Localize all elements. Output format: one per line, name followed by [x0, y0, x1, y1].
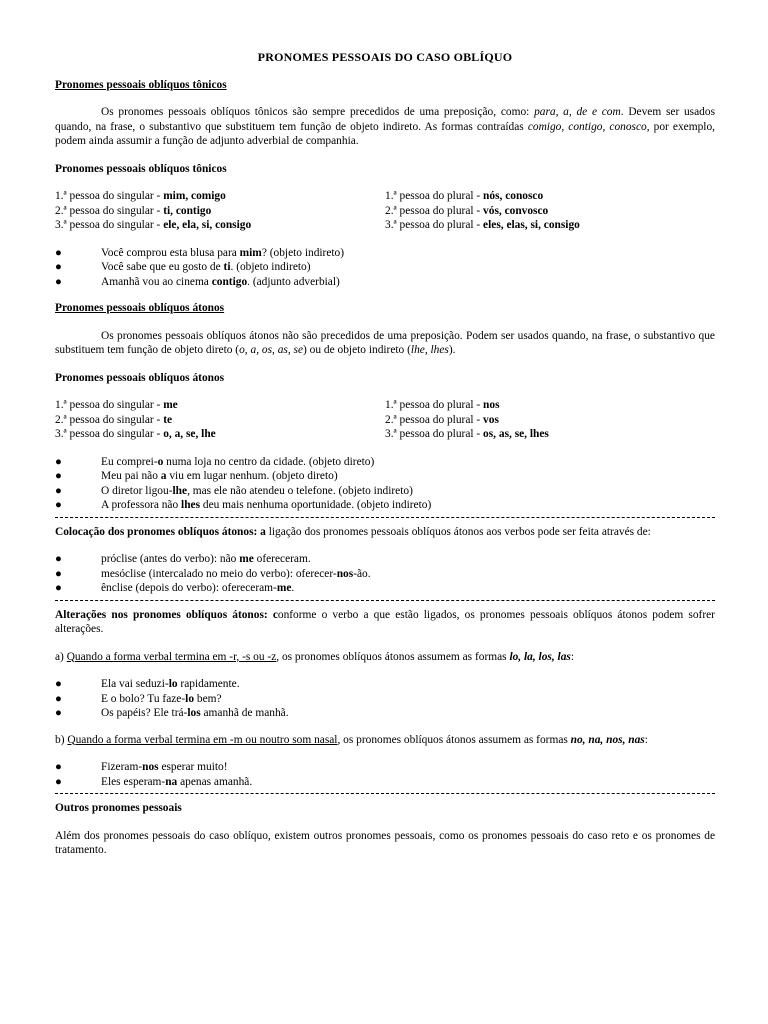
plural-column [385, 398, 715, 442]
paragraph-tonicos: Os pronomes pessoais oblíquos tônicos são sempre precedidos de uma preposição, como: para, a, de e com. Devem ser usados quando, na frase, o substantivo que substituem tem função de objeto indireto. As formas contraídas comigo, contigo, conosco, por exemplo, podem ainda assumir a função de adjunto adverbial de companhia. [55, 106, 715, 147]
list-item: ● Você sabe que eu gosto de ti. (objeto indireto) [55, 261, 311, 273]
placement-list [55, 552, 715, 596]
paragraph-atonos: Os pronomes pessoais oblíquos átonos não são precedidos de uma preposição. Podem ser usados quando, na frase, o substantivo que substituem tem função de objeto direto (o, a, os, as, se) ou de objeto indireto (lhe, lhes). [55, 329, 715, 356]
pronoun-row: 3.ª pessoa do plural - os, as, se, lhes [385, 428, 549, 440]
dashed-separator [55, 600, 715, 601]
bullet-icon: ● [55, 707, 62, 719]
bullet-icon: ● [55, 761, 62, 773]
pronoun-row: 3.ª pessoa do singular - o, a, se, lhe [55, 428, 216, 440]
section-heading-outros: Outros pronomes pessoais [55, 802, 182, 814]
list-item: ● Os papéis? Ele trá-los amanhã de manhã. [55, 707, 289, 719]
paragraph-alteracoes: Alterações nos pronomes oblíquos átonos: conforme o verbo a que estão ligados, os pronomes pessoais oblíquos átonos podem sofrer alterações. [55, 608, 715, 635]
list-item: ● Amanhã vou ao cinema contigo. (adjunto adverbial) [55, 275, 340, 288]
pronoun-table-tonicos [55, 189, 715, 233]
bullet-icon: ● [55, 499, 62, 511]
pronoun-table-atonos [55, 398, 715, 442]
pronoun-row: 1.ª pessoa do singular - me [55, 399, 178, 411]
bullet-icon: ● [55, 567, 62, 580]
examples-list-tonicos [55, 246, 715, 290]
list-item: ● Ela vai seduzi-lo rapidamente. [55, 678, 240, 690]
pronoun-row: 1.ª pessoa do plural - nós, conosco [385, 190, 544, 202]
bullet-icon: ● [55, 246, 62, 259]
singular-column [55, 398, 385, 442]
pronoun-row: 3.ª pessoa do plural - eles, elas, si, consigo [385, 219, 580, 231]
rule-a-examples [55, 677, 715, 721]
paragraph-outros: Além dos pronomes pessoais do caso oblíquo, existem outros pronomes pessoais, como os pronomes pessoais do caso reto e os pronomes de tratamento. [55, 829, 715, 856]
list-item: ● E o bolo? Tu faze-lo bem? [55, 692, 222, 705]
bullet-icon: ● [55, 678, 62, 690]
rule-a: a) Quando a forma verbal termina em -r, -s ou -z, os pronomes oblíquos átonos assumem as formas lo, la, los, las: [55, 650, 575, 663]
singular-column [55, 189, 385, 233]
pronoun-row: 1.ª pessoa do singular - mim, comigo [55, 190, 226, 202]
document-page [55, 50, 715, 871]
pronoun-row: 1.ª pessoa do plural - nos [385, 399, 500, 411]
list-item: ● Meu pai não a viu em lugar nenhum. (objeto direto) [55, 470, 338, 482]
table-heading-tonicos: Pronomes pessoais oblíquos tônicos [55, 162, 227, 175]
bullet-icon: ● [55, 484, 62, 497]
pronoun-row: 2.ª pessoa do singular - te [55, 413, 173, 426]
table-heading-atonos: Pronomes pessoais oblíquos átonos [55, 371, 225, 384]
examples-list-atonos [55, 455, 715, 513]
bullet-icon: ● [55, 692, 62, 705]
bullet-icon: ● [55, 261, 62, 273]
section-heading-atonos: Pronomes pessoais oblíquos átonos [55, 302, 225, 314]
bullet-icon: ● [55, 455, 62, 468]
bullet-icon: ● [55, 553, 62, 565]
page-title: PRONOMES PESSOAIS DO CASO OBLÍQUO [257, 50, 513, 64]
pronoun-row: 2.ª pessoa do singular - ti, contigo [55, 204, 212, 217]
bullet-icon: ● [55, 470, 62, 482]
plural-column [385, 189, 715, 233]
section-heading-tonicos: Pronomes pessoais oblíquos tônicos [55, 78, 227, 91]
pronoun-row: 2.ª pessoa do plural - vos [385, 413, 499, 426]
rule-b: b) Quando a forma verbal termina em -m ou noutro som nasal, os pronomes oblíquos átonos assumem as formas no, na, nos, nas: [55, 733, 648, 746]
list-item: ● Você comprou esta blusa para mim? (objeto indireto) [55, 246, 345, 259]
dashed-separator [55, 517, 715, 518]
list-item: ● ênclise (depois do verbo): ofereceram-me. [55, 582, 295, 594]
bullet-icon: ● [55, 775, 62, 788]
list-item: ● Fizeram-nos esperar muito! [55, 761, 228, 773]
list-item: ● Eu comprei-o numa loja no centro da cidade. (objeto direto) [55, 455, 375, 468]
bullet-icon: ● [55, 582, 62, 594]
dashed-separator [55, 793, 715, 794]
list-item: ● A professora não lhes deu mais nenhuma oportunidade. (objeto indireto) [55, 499, 432, 511]
rule-b-examples [55, 760, 715, 789]
list-item: ● próclise (antes do verbo): não me ofereceram. [55, 553, 311, 565]
list-item: ● mesóclise (intercalado no meio do verbo): oferecer-nos-ão. [55, 567, 371, 580]
bullet-icon: ● [55, 275, 62, 288]
list-item: ● O diretor ligou-lhe, mas ele não atendeu o telefone. (objeto indireto) [55, 484, 413, 497]
list-item: ● Eles esperam-na apenas amanhã. [55, 775, 253, 788]
pronoun-row: 2.ª pessoa do plural - vós, convosco [385, 204, 549, 217]
paragraph-colocacao: Colocação dos pronomes oblíquos átonos: a ligação dos pronomes pessoais oblíquos átonos aos verbos pode ser feita através de: [55, 525, 651, 538]
pronoun-row: 3.ª pessoa do singular - ele, ela, si, consigo [55, 219, 252, 231]
